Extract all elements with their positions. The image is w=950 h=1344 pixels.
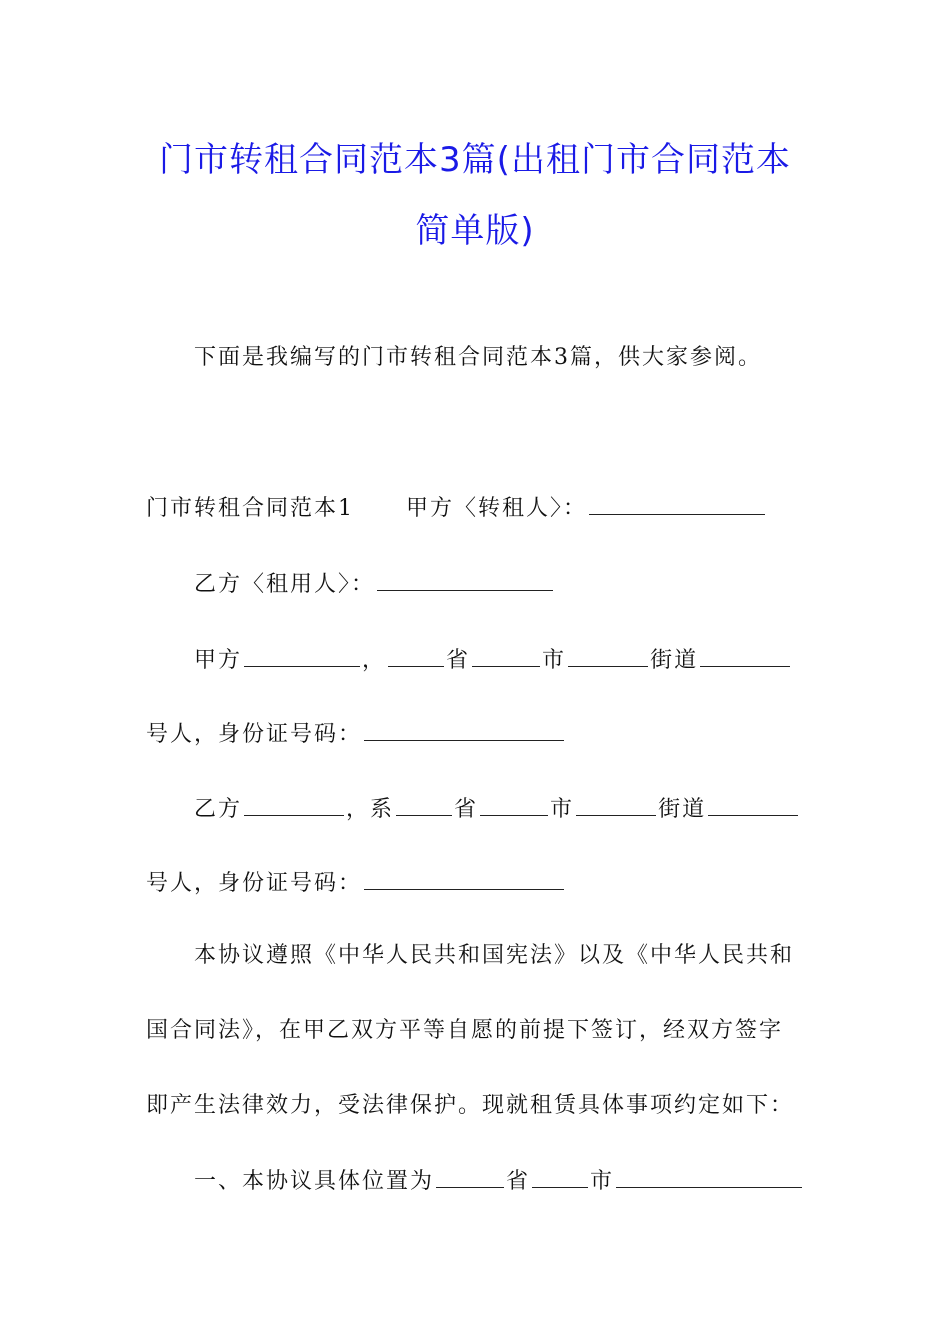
party-b-street-label: 街道 — [658, 797, 707, 822]
party-a-name-blank — [589, 492, 765, 515]
intro-paragraph: 下面是我编写的门市转租合同范本3篇，供大家参阅。 — [194, 345, 762, 370]
party-a-province-blank — [388, 644, 444, 667]
party-a-id-row — [146, 718, 566, 750]
party-b-detail-blank — [244, 793, 344, 816]
document-title-line-2: 简单版) — [415, 211, 535, 251]
party-a-id-label: 号人，身份证号码： — [146, 722, 363, 747]
party-a-street-blank — [568, 644, 648, 667]
contract-heading: 门市转租合同范本1 — [146, 496, 354, 521]
party-a-detail-blank — [244, 644, 360, 667]
party-b-id-label: 号人，身份证号码： — [146, 871, 363, 896]
party-b-province-label: 省 — [454, 797, 479, 822]
clause-1-row — [194, 1165, 804, 1197]
party-a-id-blank — [364, 718, 564, 741]
party-b-id-row — [146, 867, 566, 899]
document-title-line-1: 门市转租合同范本3篇(出租门市合同范本 — [159, 140, 791, 180]
party-b-row — [194, 568, 555, 600]
party-a-comma: ， — [362, 648, 387, 673]
party-b-province-blank — [396, 793, 452, 816]
party-b-detail-row — [194, 793, 800, 825]
agreement-paragraph-line: 本协议遵照《中华人民共和国宪法》以及《中华人民共和 — [194, 943, 795, 968]
party-b-id-blank — [364, 867, 564, 890]
party-b-name-blank — [377, 568, 553, 591]
party-b-number-blank — [708, 793, 798, 816]
party-b-prefix: 乙方 — [194, 797, 243, 822]
agreement-paragraph-line: 国合同法》，在甲乙双方平等自愿的前提下签订，经双方签字 — [146, 1018, 784, 1043]
party-a-prefix: 甲方 — [194, 648, 243, 673]
party-a-label: 甲方〈转租人〉： — [406, 496, 588, 521]
party-b-comma: ，系 — [346, 797, 395, 822]
agreement-paragraph-line: 即产生法律效力，受法律保护。现就租赁具体事项约定如下： — [146, 1093, 795, 1118]
party-b-label: 乙方〈租用人〉： — [194, 572, 376, 597]
party-a-city-blank — [472, 644, 540, 667]
clause-1-text: 一、本协议具体位置为 — [194, 1169, 435, 1194]
clause-1-location-blank — [616, 1165, 802, 1188]
party-b-city-label: 市 — [550, 797, 575, 822]
party-b-city-blank — [480, 793, 548, 816]
clause-1-city-blank — [532, 1165, 588, 1188]
party-a-detail-row — [194, 644, 792, 676]
party-b-street-blank — [576, 793, 656, 816]
party-a-street-label: 街道 — [650, 648, 699, 673]
contract-heading-row — [146, 492, 767, 524]
party-a-number-blank — [700, 644, 790, 667]
clause-1-city-label: 市 — [590, 1169, 615, 1194]
clause-1-province-label: 省 — [506, 1169, 531, 1194]
clause-1-province-blank — [436, 1165, 504, 1188]
party-a-province-label: 省 — [446, 648, 471, 673]
party-a-city-label: 市 — [542, 648, 567, 673]
